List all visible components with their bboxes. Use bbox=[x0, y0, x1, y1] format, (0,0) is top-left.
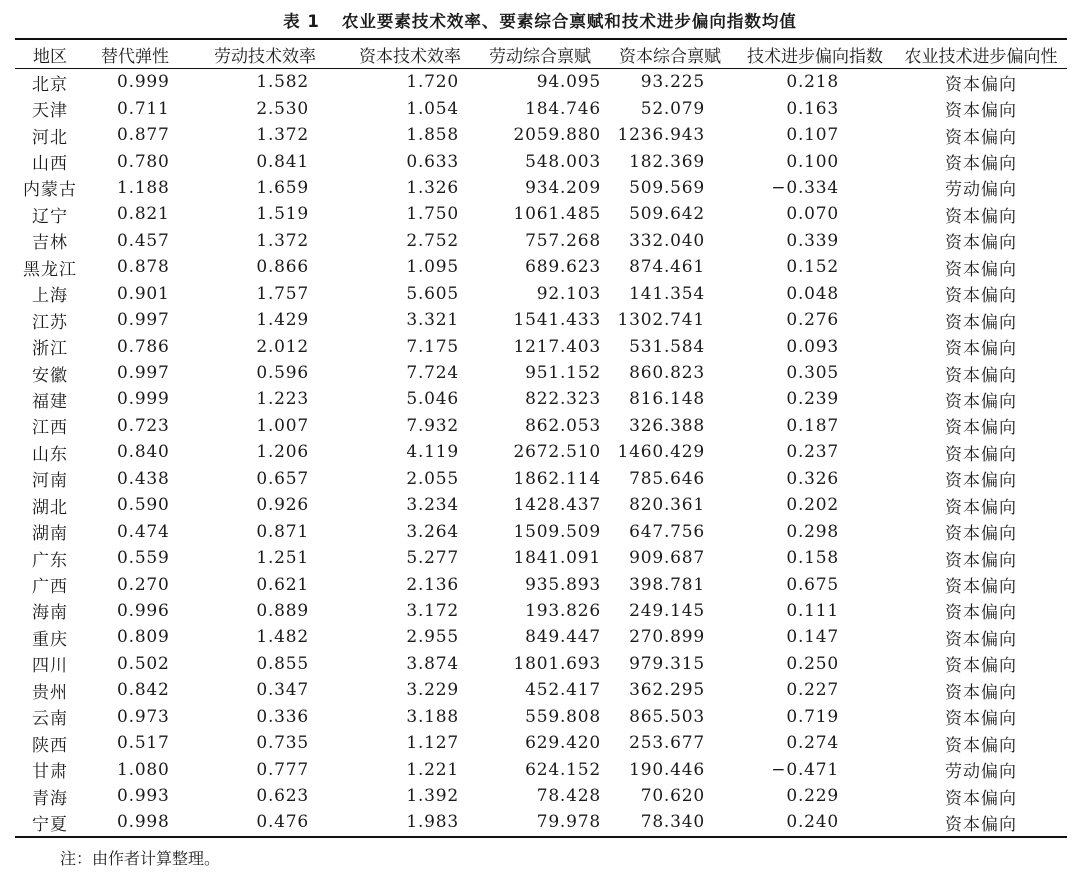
capital-efficiency-cell: 5.277 bbox=[406, 548, 459, 569]
labor-endowment-cell: 624.152 bbox=[525, 759, 601, 780]
capital-efficiency-cell: 2.955 bbox=[406, 627, 459, 648]
capital-endowment-cell: 141.354 bbox=[629, 283, 705, 304]
table-row bbox=[15, 333, 1067, 359]
capital-endowment-cell: 182.369 bbox=[629, 151, 705, 172]
bias-direction-cell: 资本偏向 bbox=[945, 603, 1017, 624]
region-cell: 河北 bbox=[32, 127, 68, 148]
capital-endowment-cell: 93.225 bbox=[640, 72, 705, 93]
elasticity-cell: 1.080 bbox=[117, 759, 170, 780]
capital-endowment-cell: 249.145 bbox=[629, 600, 705, 621]
capital-endowment-cell: 909.687 bbox=[629, 548, 705, 569]
region-cell: 湖南 bbox=[32, 524, 68, 545]
capital-efficiency-cell: 3.321 bbox=[406, 310, 459, 331]
bias-index-cell: 0.237 bbox=[786, 442, 839, 463]
bias-direction-cell: 资本偏向 bbox=[945, 127, 1017, 148]
elasticity-cell: 0.878 bbox=[117, 257, 170, 278]
table-body bbox=[15, 69, 1067, 837]
labor-efficiency-cell: 1.429 bbox=[256, 310, 309, 331]
capital-endowment-cell: 190.446 bbox=[629, 759, 705, 780]
capital-endowment-cell: 362.295 bbox=[629, 680, 705, 701]
table-row bbox=[15, 228, 1067, 254]
bias-direction-cell: 资本偏向 bbox=[945, 497, 1017, 518]
labor-endowment-cell: 951.152 bbox=[525, 363, 601, 384]
capital-endowment-cell: 326.388 bbox=[629, 415, 705, 436]
capital-efficiency-cell: 7.175 bbox=[406, 336, 459, 357]
region-cell: 陕西 bbox=[32, 735, 68, 756]
capital-endowment-cell: 1236.943 bbox=[617, 125, 705, 146]
region-cell: 山东 bbox=[32, 444, 68, 465]
bias-index-cell: 0.218 bbox=[786, 72, 839, 93]
labor-endowment-cell: 689.623 bbox=[525, 257, 601, 278]
capital-endowment-cell: 509.569 bbox=[629, 177, 705, 198]
capital-efficiency-cell: 3.264 bbox=[406, 521, 459, 542]
capital-endowment-cell: 70.620 bbox=[640, 786, 705, 807]
elasticity-cell: 0.502 bbox=[117, 653, 170, 674]
bias-direction-cell: 资本偏向 bbox=[945, 74, 1017, 95]
labor-efficiency-cell: 1.372 bbox=[256, 125, 309, 146]
region-cell: 吉林 bbox=[32, 233, 68, 254]
bias-index-cell: 0.274 bbox=[786, 733, 839, 754]
labor-endowment-cell: 1061.485 bbox=[513, 204, 601, 225]
labor-endowment-cell: 92.103 bbox=[536, 283, 601, 304]
header-capital-endowment: 资本综合禀赋 bbox=[619, 46, 721, 67]
capital-efficiency-cell: 1.392 bbox=[406, 786, 459, 807]
labor-efficiency-cell: 0.621 bbox=[256, 574, 309, 595]
labor-efficiency-cell: 0.657 bbox=[256, 468, 309, 489]
labor-endowment-cell: 452.417 bbox=[525, 680, 601, 701]
bias-direction-cell: 资本偏向 bbox=[945, 471, 1017, 492]
capital-endowment-cell: 820.361 bbox=[629, 495, 705, 516]
capital-endowment-cell: 865.503 bbox=[629, 706, 705, 727]
bias-index-cell: 0.107 bbox=[786, 125, 839, 146]
bias-direction-cell: 资本偏向 bbox=[945, 709, 1017, 730]
region-cell: 海南 bbox=[32, 603, 68, 624]
table-row bbox=[15, 254, 1067, 280]
elasticity-cell: 0.901 bbox=[117, 283, 170, 304]
table-caption: 农业要素技术效率、要素综合禀赋和技术进步偏向指数均值 bbox=[341, 12, 797, 31]
labor-endowment-cell: 559.808 bbox=[525, 706, 601, 727]
bias-direction-cell: 资本偏向 bbox=[945, 550, 1017, 571]
capital-efficiency-cell: 2.752 bbox=[406, 230, 459, 251]
table-row bbox=[15, 281, 1067, 307]
labor-efficiency-cell: 1.206 bbox=[256, 442, 309, 463]
labor-efficiency-cell: 1.582 bbox=[256, 72, 309, 93]
bias-index-cell: 0.147 bbox=[786, 627, 839, 648]
capital-efficiency-cell: 1.054 bbox=[406, 98, 459, 119]
labor-efficiency-cell: 1.482 bbox=[256, 627, 309, 648]
table-row bbox=[15, 783, 1067, 809]
capital-efficiency-cell: 5.046 bbox=[406, 389, 459, 410]
capital-efficiency-cell: 0.633 bbox=[406, 151, 459, 172]
labor-efficiency-cell: 0.777 bbox=[256, 759, 309, 780]
region-cell: 上海 bbox=[32, 286, 68, 307]
labor-endowment-cell: 1862.114 bbox=[513, 468, 601, 489]
table-note: 注：由作者计算整理。 bbox=[60, 849, 221, 868]
labor-efficiency-cell: 0.866 bbox=[256, 257, 309, 278]
bias-index-cell: 0.675 bbox=[786, 574, 839, 595]
labor-endowment-cell: 184.746 bbox=[525, 98, 601, 119]
bias-index-cell: 0.111 bbox=[786, 600, 839, 621]
labor-efficiency-cell: 1.007 bbox=[256, 415, 309, 436]
labor-endowment-cell: 1841.091 bbox=[513, 548, 601, 569]
elasticity-cell: 1.188 bbox=[117, 177, 170, 198]
capital-endowment-cell: 270.899 bbox=[629, 627, 705, 648]
region-cell: 福建 bbox=[32, 391, 68, 412]
elasticity-cell: 0.438 bbox=[117, 468, 170, 489]
elasticity-cell: 0.997 bbox=[117, 310, 170, 331]
bias-direction-cell: 资本偏向 bbox=[945, 312, 1017, 333]
table-row bbox=[15, 677, 1067, 703]
bias-index-cell: 0.158 bbox=[786, 548, 839, 569]
header-labor-tech-efficiency: 劳动技术效率 bbox=[214, 46, 316, 67]
labor-efficiency-cell: 0.871 bbox=[256, 521, 309, 542]
elasticity-cell: 0.821 bbox=[117, 204, 170, 225]
bias-index-cell: 0.276 bbox=[786, 310, 839, 331]
region-cell: 江西 bbox=[32, 418, 68, 439]
table-row bbox=[15, 518, 1067, 544]
data-table bbox=[15, 38, 1067, 838]
capital-endowment-cell: 1460.429 bbox=[617, 442, 705, 463]
capital-endowment-cell: 52.079 bbox=[640, 98, 705, 119]
capital-endowment-cell: 979.315 bbox=[629, 653, 705, 674]
labor-efficiency-cell: 1.659 bbox=[256, 177, 309, 198]
capital-endowment-cell: 398.781 bbox=[629, 574, 705, 595]
bias-index-cell: 0.048 bbox=[786, 283, 839, 304]
capital-endowment-cell: 1302.741 bbox=[617, 310, 705, 331]
labor-endowment-cell: 94.095 bbox=[536, 72, 601, 93]
table-row bbox=[15, 95, 1067, 121]
elasticity-cell: 0.999 bbox=[117, 389, 170, 410]
capital-efficiency-cell: 1.326 bbox=[406, 177, 459, 198]
table-row bbox=[15, 201, 1067, 227]
capital-efficiency-cell: 3.229 bbox=[406, 680, 459, 701]
bias-index-cell: 0.093 bbox=[786, 336, 839, 357]
elasticity-cell: 0.840 bbox=[117, 442, 170, 463]
bias-index-cell: 0.070 bbox=[786, 204, 839, 225]
bias-direction-cell: 资本偏向 bbox=[945, 418, 1017, 439]
labor-efficiency-cell: 0.926 bbox=[256, 495, 309, 516]
elasticity-cell: 0.723 bbox=[117, 415, 170, 436]
bias-direction-cell: 劳动偏向 bbox=[945, 180, 1017, 201]
labor-efficiency-cell: 1.223 bbox=[256, 389, 309, 410]
labor-efficiency-cell: 0.596 bbox=[256, 363, 309, 384]
elasticity-cell: 0.559 bbox=[117, 548, 170, 569]
capital-endowment-cell: 78.340 bbox=[640, 812, 705, 833]
labor-efficiency-cell: 0.855 bbox=[256, 653, 309, 674]
bias-index-cell: 0.339 bbox=[786, 230, 839, 251]
capital-endowment-cell: 253.677 bbox=[629, 733, 705, 754]
labor-efficiency-cell: 1.519 bbox=[256, 204, 309, 225]
capital-efficiency-cell: 1.750 bbox=[406, 204, 459, 225]
labor-efficiency-cell: 2.530 bbox=[256, 98, 309, 119]
capital-endowment-cell: 860.823 bbox=[629, 363, 705, 384]
elasticity-cell: 0.517 bbox=[117, 733, 170, 754]
table-row bbox=[15, 545, 1067, 571]
region-cell: 贵州 bbox=[32, 682, 68, 703]
region-cell: 四川 bbox=[32, 656, 68, 677]
header-bias-index: 技术进步偏向指数 bbox=[747, 46, 883, 67]
region-cell: 黑龙江 bbox=[23, 259, 77, 280]
bias-index-cell: 0.152 bbox=[786, 257, 839, 278]
region-cell: 云南 bbox=[32, 709, 68, 730]
capital-efficiency-cell: 1.858 bbox=[406, 125, 459, 146]
region-cell: 宁夏 bbox=[32, 814, 68, 835]
bias-index-cell: 0.229 bbox=[786, 786, 839, 807]
labor-endowment-cell: 1801.693 bbox=[513, 653, 601, 674]
table-row bbox=[15, 360, 1067, 386]
bias-direction-cell: 资本偏向 bbox=[945, 444, 1017, 465]
elasticity-cell: 0.786 bbox=[117, 336, 170, 357]
elasticity-cell: 0.457 bbox=[117, 230, 170, 251]
capital-endowment-cell: 509.642 bbox=[629, 204, 705, 225]
labor-endowment-cell: 2672.510 bbox=[513, 442, 601, 463]
header-region: 地区 bbox=[33, 46, 67, 67]
bias-index-cell: −0.471 bbox=[771, 759, 839, 780]
labor-efficiency-cell: 0.889 bbox=[256, 600, 309, 621]
table-row bbox=[15, 492, 1067, 518]
labor-efficiency-cell: 0.623 bbox=[256, 786, 309, 807]
table-row bbox=[15, 122, 1067, 148]
elasticity-cell: 0.590 bbox=[117, 495, 170, 516]
region-cell: 天津 bbox=[32, 101, 68, 122]
elasticity-cell: 0.270 bbox=[117, 574, 170, 595]
labor-endowment-cell: 1428.437 bbox=[513, 495, 601, 516]
bias-index-cell: 0.326 bbox=[786, 468, 839, 489]
labor-endowment-cell: 79.978 bbox=[536, 812, 601, 833]
region-cell: 广西 bbox=[32, 577, 68, 598]
elasticity-cell: 0.997 bbox=[117, 363, 170, 384]
table-row bbox=[15, 466, 1067, 492]
bias-direction-cell: 资本偏向 bbox=[945, 259, 1017, 280]
region-cell: 甘肃 bbox=[32, 762, 68, 783]
capital-efficiency-cell: 1.221 bbox=[406, 759, 459, 780]
region-cell: 广东 bbox=[32, 550, 68, 571]
table-row bbox=[15, 69, 1067, 96]
region-cell: 北京 bbox=[32, 74, 68, 95]
table-row bbox=[15, 730, 1067, 756]
bias-index-cell: 0.227 bbox=[786, 680, 839, 701]
table-row bbox=[15, 651, 1067, 677]
bias-index-cell: 0.163 bbox=[786, 98, 839, 119]
bias-direction-cell: 资本偏向 bbox=[945, 577, 1017, 598]
capital-endowment-cell: 332.040 bbox=[629, 230, 705, 251]
labor-endowment-cell: 78.428 bbox=[536, 786, 601, 807]
capital-efficiency-cell: 2.055 bbox=[406, 468, 459, 489]
bias-direction-cell: 资本偏向 bbox=[945, 206, 1017, 227]
bias-direction-cell: 资本偏向 bbox=[945, 814, 1017, 835]
capital-endowment-cell: 647.756 bbox=[629, 521, 705, 542]
labor-endowment-cell: 757.268 bbox=[525, 230, 601, 251]
bias-direction-cell: 资本偏向 bbox=[945, 788, 1017, 809]
table-row bbox=[15, 704, 1067, 730]
labor-endowment-cell: 548.003 bbox=[525, 151, 601, 172]
capital-endowment-cell: 531.584 bbox=[629, 336, 705, 357]
labor-endowment-cell: 2059.880 bbox=[513, 125, 601, 146]
labor-endowment-cell: 822.323 bbox=[525, 389, 601, 410]
capital-endowment-cell: 785.646 bbox=[629, 468, 705, 489]
capital-efficiency-cell: 1.127 bbox=[406, 733, 459, 754]
elasticity-cell: 0.996 bbox=[117, 600, 170, 621]
bias-direction-cell: 资本偏向 bbox=[945, 391, 1017, 412]
capital-efficiency-cell: 3.234 bbox=[406, 495, 459, 516]
header-bias-direction: 农业技术进步偏向性 bbox=[904, 46, 1058, 67]
capital-efficiency-cell: 2.136 bbox=[406, 574, 459, 595]
labor-endowment-cell: 862.053 bbox=[525, 415, 601, 436]
bias-direction-cell: 资本偏向 bbox=[945, 524, 1017, 545]
bias-index-cell: 0.239 bbox=[786, 389, 839, 410]
table-row bbox=[15, 439, 1067, 465]
bias-direction-cell: 资本偏向 bbox=[945, 101, 1017, 122]
elasticity-cell: 0.877 bbox=[117, 125, 170, 146]
bias-direction-cell: 资本偏向 bbox=[945, 629, 1017, 650]
capital-efficiency-cell: 3.188 bbox=[406, 706, 459, 727]
table-row bbox=[15, 756, 1067, 782]
region-cell: 安徽 bbox=[32, 365, 68, 386]
elasticity-cell: 0.973 bbox=[117, 706, 170, 727]
region-cell: 山西 bbox=[32, 154, 68, 175]
capital-efficiency-cell: 5.605 bbox=[406, 283, 459, 304]
table-row bbox=[15, 598, 1067, 624]
header-substitution-elasticity: 替代弹性 bbox=[101, 46, 169, 67]
capital-endowment-cell: 874.461 bbox=[629, 257, 705, 278]
bias-index-cell: 0.240 bbox=[786, 812, 839, 833]
bias-index-cell: 0.719 bbox=[786, 706, 839, 727]
table-row bbox=[15, 386, 1067, 412]
capital-efficiency-cell: 4.119 bbox=[406, 442, 459, 463]
bias-index-cell: 0.305 bbox=[786, 363, 839, 384]
header-capital-tech-efficiency: 资本技术效率 bbox=[359, 46, 461, 67]
capital-efficiency-cell: 3.874 bbox=[406, 653, 459, 674]
bias-direction-cell: 资本偏向 bbox=[945, 656, 1017, 677]
capital-efficiency-cell: 1.983 bbox=[406, 812, 459, 833]
labor-endowment-cell: 935.893 bbox=[525, 574, 601, 595]
labor-endowment-cell: 1509.509 bbox=[513, 521, 601, 542]
labor-efficiency-cell: 0.347 bbox=[256, 680, 309, 701]
region-cell: 内蒙古 bbox=[23, 180, 77, 201]
table-row bbox=[15, 571, 1067, 597]
table-row bbox=[15, 624, 1067, 650]
elasticity-cell: 0.998 bbox=[117, 812, 170, 833]
labor-efficiency-cell: 0.735 bbox=[256, 733, 309, 754]
bias-direction-cell: 劳动偏向 bbox=[945, 762, 1017, 783]
elasticity-cell: 0.842 bbox=[117, 680, 170, 701]
region-cell: 浙江 bbox=[32, 339, 68, 360]
elasticity-cell: 0.474 bbox=[117, 521, 170, 542]
region-cell: 湖北 bbox=[32, 497, 68, 518]
elasticity-cell: 0.999 bbox=[117, 72, 170, 93]
table-row bbox=[15, 307, 1067, 333]
region-cell: 江苏 bbox=[32, 312, 68, 333]
bias-direction-cell: 资本偏向 bbox=[945, 682, 1017, 703]
elasticity-cell: 0.993 bbox=[117, 786, 170, 807]
labor-endowment-cell: 1217.403 bbox=[513, 336, 601, 357]
labor-endowment-cell: 934.209 bbox=[525, 177, 601, 198]
header-row bbox=[15, 39, 1067, 69]
labor-efficiency-cell: 2.012 bbox=[256, 336, 309, 357]
capital-efficiency-cell: 3.172 bbox=[406, 600, 459, 621]
capital-efficiency-cell: 7.932 bbox=[406, 415, 459, 436]
capital-efficiency-cell: 1.720 bbox=[406, 72, 459, 93]
labor-endowment-cell: 193.826 bbox=[525, 600, 601, 621]
bias-index-cell: 0.298 bbox=[786, 521, 839, 542]
capital-endowment-cell: 816.148 bbox=[629, 389, 705, 410]
labor-endowment-cell: 1541.433 bbox=[513, 310, 601, 331]
labor-efficiency-cell: 0.476 bbox=[256, 812, 309, 833]
region-cell: 辽宁 bbox=[32, 206, 68, 227]
labor-efficiency-cell: 0.336 bbox=[256, 706, 309, 727]
bias-direction-cell: 资本偏向 bbox=[945, 365, 1017, 386]
region-cell: 重庆 bbox=[32, 629, 68, 650]
bias-index-cell: 0.187 bbox=[786, 415, 839, 436]
region-cell: 青海 bbox=[32, 788, 68, 809]
table-row bbox=[15, 809, 1067, 836]
table-row bbox=[15, 175, 1067, 201]
table-row bbox=[15, 148, 1067, 174]
elasticity-cell: 0.711 bbox=[117, 98, 170, 119]
labor-efficiency-cell: 1.251 bbox=[256, 548, 309, 569]
elasticity-cell: 0.780 bbox=[117, 151, 170, 172]
bias-direction-cell: 资本偏向 bbox=[945, 154, 1017, 175]
labor-endowment-cell: 849.447 bbox=[525, 627, 601, 648]
elasticity-cell: 0.809 bbox=[117, 627, 170, 648]
bias-direction-cell: 资本偏向 bbox=[945, 233, 1017, 254]
capital-efficiency-cell: 7.724 bbox=[406, 363, 459, 384]
labor-endowment-cell: 629.420 bbox=[525, 733, 601, 754]
labor-efficiency-cell: 1.372 bbox=[256, 230, 309, 251]
bias-direction-cell: 资本偏向 bbox=[945, 286, 1017, 307]
table-number: 表 1 bbox=[283, 12, 320, 31]
header-labor-endowment: 劳动综合禀赋 bbox=[489, 46, 591, 67]
bias-direction-cell: 资本偏向 bbox=[945, 339, 1017, 360]
labor-efficiency-cell: 0.841 bbox=[256, 151, 309, 172]
bias-index-cell: 0.100 bbox=[786, 151, 839, 172]
region-cell: 河南 bbox=[32, 471, 68, 492]
table-title bbox=[0, 8, 1080, 32]
labor-efficiency-cell: 1.757 bbox=[256, 283, 309, 304]
bias-index-cell: −0.334 bbox=[771, 177, 839, 198]
bias-index-cell: 0.250 bbox=[786, 653, 839, 674]
bias-direction-cell: 资本偏向 bbox=[945, 735, 1017, 756]
capital-efficiency-cell: 1.095 bbox=[406, 257, 459, 278]
bias-index-cell: 0.202 bbox=[786, 495, 839, 516]
table-row bbox=[15, 413, 1067, 439]
